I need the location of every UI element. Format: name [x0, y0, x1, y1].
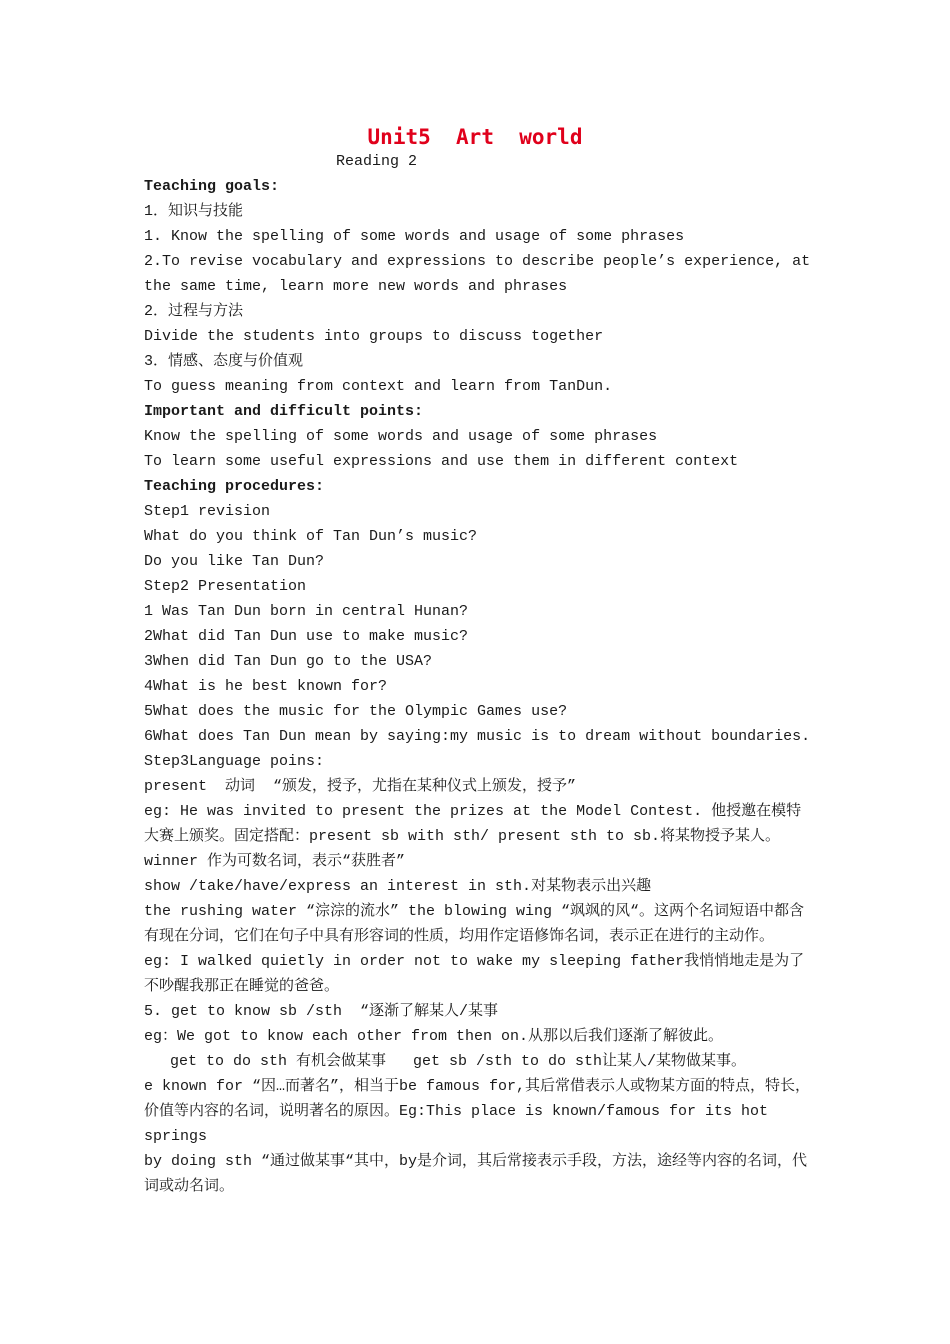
text-line: 3When did Tan Dun go to the USA? — [144, 653, 433, 670]
text-line: winner 作为可数名词，表示“获胜者” — [144, 853, 406, 870]
text-line: Know the spelling of some words and usage of some phrases — [144, 428, 658, 445]
text-line: eg：We got to know each other from then on.从那以后我们逐渐了解彼此。 — [144, 1028, 724, 1045]
text-line: Step3Language poins: — [144, 753, 325, 770]
text-line: To learn some useful expressions and use them in different context — [144, 453, 739, 470]
text-line: 5. get to know sb /sth “逐渐了解某人/某事 — [144, 1003, 499, 1020]
text-line: 5What does the music for the Olympic Games use? — [144, 703, 568, 720]
text-line: 3．情感、态度与价值观 — [144, 353, 304, 370]
text-line: by doing sth “通过做某事“其中，by是介词，其后常接表示手段，方法，途经等内容的名词，代词或动名词。 — [144, 1153, 808, 1195]
text-line: Step2 Presentation — [144, 578, 307, 595]
page-subtitle: Reading 2 — [336, 153, 418, 170]
text-line: 2What did Tan Dun use to make music? — [144, 628, 469, 645]
text-line: To guess meaning from context and learn from TanDun. — [144, 378, 613, 395]
text-line: 2．过程与方法 — [144, 303, 244, 320]
text-line: eg: He was invited to present the prizes at the Model Contest. 他授邀在模特大赛上颁奖。固定搭配：present sb with sth/ present sth to sb.将某物授予某人。 — [144, 803, 802, 845]
text-line: 6What does Tan Dun mean by saying:my music is to dream without boundaries. — [144, 728, 811, 745]
text-line: 1. Know the spelling of some words and usage of some phrases — [144, 228, 685, 245]
text-line: 2.To revise vocabulary and expressions to describe people’s experience, at the same time, learn more new words and phrases — [144, 253, 820, 295]
text-line: eg: I walked quietly in order not to wake my sleeping father我悄悄地走是为了不吵醒我那正在睡觉的爸爸。 — [144, 953, 805, 995]
text-line: 4What is he best known for? — [144, 678, 388, 695]
section-heading: Teaching goals: — [144, 178, 280, 195]
document-body — [144, 174, 820, 1199]
text-line: Do you like Tan Dun? — [144, 553, 325, 570]
text-line: Divide the students into groups to discuss together — [144, 328, 604, 345]
text-line: 1 Was Tan Dun born in central Hunan? — [144, 603, 469, 620]
text-line: present 动词 “颁发，授予，尤指在某种仪式上颁发，授予” — [144, 778, 577, 795]
text-line: show /take/have/express an interest in sth.对某物表示出兴趣 — [144, 878, 652, 895]
text-line: 1．知识与技能 — [144, 203, 244, 220]
text-line: get to do sth 有机会做某事 get sb /sth to do sth让某人/某物做某事。 — [170, 1053, 747, 1070]
text-line: e known for “因…而著名”，相当于be famous for,其后常借表示人或物某方面的特点，特长，价值等内容的名词，说明著名的原因。Eg:This place is known/famous for its hot springs — [144, 1078, 811, 1145]
page-title: Unit5 Art world — [367, 125, 583, 149]
section-heading: Important and difficult points: — [144, 403, 424, 420]
text-line: the rushing water “淙淙的流水” the blowing wing “飒飒的风“。这两个名词短语中都含有现在分词，它们在句子中具有形容词的性质，均用作定语修饰名词，表示正在进行的主动作。 — [144, 903, 805, 945]
text-line: What do you think of Tan Dun’s music? — [144, 528, 478, 545]
text-line: Step1 revision — [144, 503, 271, 520]
section-heading: Teaching procedures: — [144, 478, 325, 495]
